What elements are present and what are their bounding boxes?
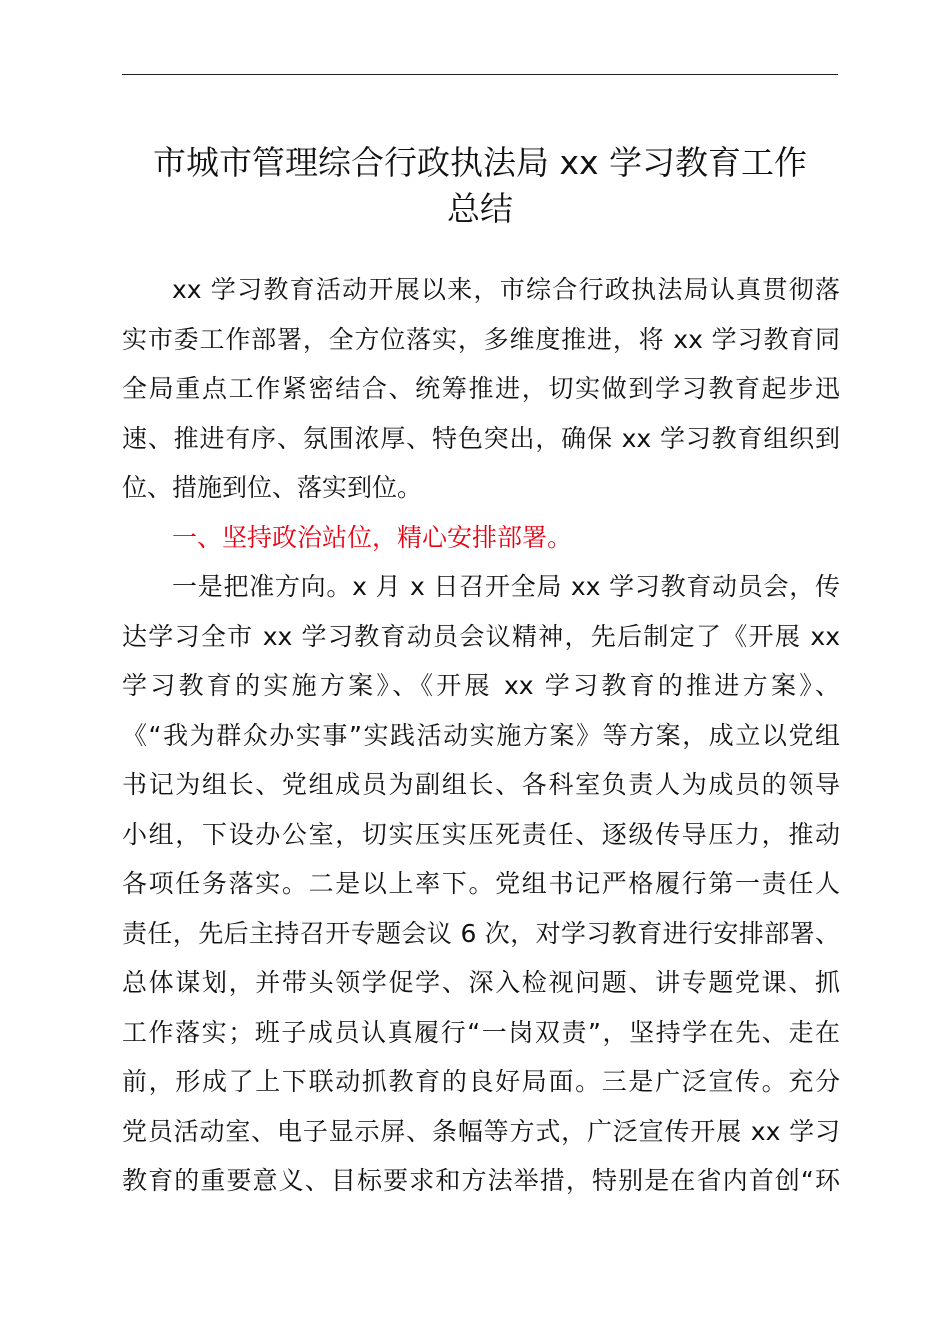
text-line: xx 学习教育活动开展以来，市综合行政执法局认真贯彻落	[172, 275, 840, 304]
document-body	[122, 265, 840, 1206]
text-line: 教育的重要意义、目标要求和方法举措，特别是在省内首创“环	[122, 1166, 840, 1195]
text-line: 各项任务落实。二是以上率下。党组书记严格履行第一责任人	[122, 869, 840, 898]
text-line: 达学习全市 xx 学习教育动员会议精神，先后制定了《开展 xx	[122, 621, 840, 651]
title-line-1: 市城市管理综合行政执法局 xx 学习教育工作	[152, 143, 808, 182]
text-line: 小组，下设办公室，切实压实压死责任、逐级传导压力，推动	[122, 819, 840, 849]
text-line: 学习教育的实施方案》、《开展 xx 学习教育的推进方案》、	[122, 671, 840, 700]
text-line: 责任，先后主持召开专题会议 6 次，对学习教育进行安排部署、	[122, 918, 840, 948]
text-line: 总体谋划，并带头领学促学、深入检视问题、讲专题党课、抓	[122, 968, 840, 997]
text-line: 前，形成了上下联动抓教育的良好局面。三是广泛宣传。充分	[122, 1067, 840, 1096]
title-line-2: 总结	[447, 189, 513, 228]
text-line: 党员活动室、电子显示屏、条幅等方式，广泛宣传开展 xx 学习	[122, 1116, 840, 1146]
section1-paragraph	[122, 562, 840, 1206]
text-line: 一是把准方向。x 月 x 日召开全局 xx 学习教育动员会，传	[172, 572, 840, 601]
intro-paragraph	[122, 265, 840, 513]
header-rule	[122, 74, 838, 75]
text-line: 《“我为群众办实事”实践活动实施方案》等方案，成立以党组	[122, 720, 840, 750]
text-line: 书记为组长、党组成员为副组长、各科室负责人为成员的领导	[122, 770, 840, 799]
text-line: 速、推进有序、氛围浓厚、特色突出，确保 xx 学习教育组织到	[122, 423, 840, 453]
text-line: 工作落实；班子成员认真履行“一岗双责”，坚持学在先、走在	[122, 1017, 840, 1047]
text-line: 位、措施到位、落实到位。	[122, 473, 423, 502]
section-heading: 一、坚持政治站位，精心安排部署。	[172, 522, 573, 552]
document-title	[100, 140, 860, 232]
text-line: 全局重点工作紧密结合、统筹推进，切实做到学习教育起步迅	[122, 374, 840, 403]
text-line: 实市委工作部署，全方位落实，多维度推进，将 xx 学习教育同	[122, 324, 840, 354]
